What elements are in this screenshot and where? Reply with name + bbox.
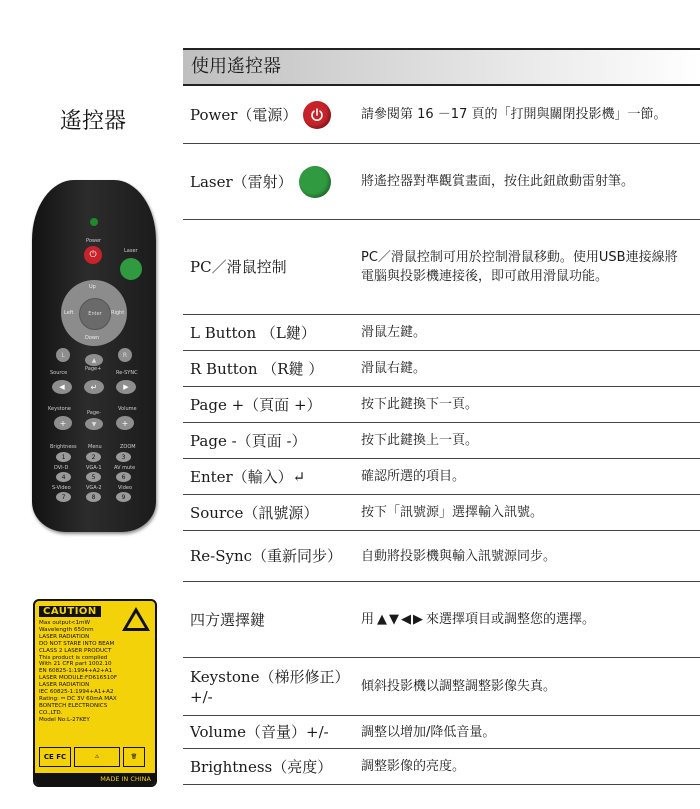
num-button-5: 5 <box>86 472 101 482</box>
row-key-cell <box>183 667 355 707</box>
num-button-1: 1 <box>56 452 71 462</box>
desc-prefix: 用 <box>361 612 375 627</box>
num-button-8: 8 <box>86 492 101 502</box>
row-description: 自動將投影機與輸入訊號源同步。 <box>361 548 557 564</box>
row-key: Volume（音量）+/- <box>190 723 329 741</box>
dpad-up-label: Up <box>89 284 96 290</box>
dvid-label: DVI-D <box>54 465 69 471</box>
row-description: 將遙控器對準觀賞畫面，按住此鈕啟動雷射筆。 <box>361 174 635 189</box>
dpad-enter: Enter <box>79 298 111 330</box>
page-plus-label: Page+ <box>85 366 102 372</box>
dpad-left-label: Left <box>64 310 74 316</box>
row-key-cell <box>183 101 355 129</box>
down-arrow-icon: ▼ <box>389 612 400 627</box>
dpad-down-label: Down <box>85 335 100 341</box>
row-key-cell <box>183 359 355 379</box>
video-label: Video <box>118 485 133 491</box>
table-row-source <box>183 495 700 531</box>
remote-power-button: ⏻ <box>84 246 102 264</box>
row-key: L Button （L鍵） <box>190 323 316 342</box>
brightness-label: Brightness <box>50 444 77 450</box>
remote-right-arrow: ▶ <box>116 380 136 394</box>
row-description: 按下此鍵換下一頁。 <box>361 397 479 412</box>
laser-caution-label <box>33 599 157 787</box>
row-key-cell <box>183 467 355 487</box>
row-description: 按下「訊號源」選擇輸入訊號。 <box>361 505 544 520</box>
row-key: Enter（輸入）↵ <box>190 467 306 486</box>
zoom-label: ZOOM <box>120 444 136 450</box>
volume-label: Volume <box>118 406 137 412</box>
made-in-label: MADE IN CHINA <box>35 773 155 785</box>
desc-suffix: 來選擇項目或調整您的選擇。 <box>426 612 596 627</box>
num-button-7: 7 <box>56 492 71 502</box>
svideo-label: S-Video <box>52 485 71 491</box>
row-description: 滑鼠左鍵。 <box>361 325 427 340</box>
table-row-volume <box>183 716 700 749</box>
power-label: Power <box>86 238 102 244</box>
row-key: Brightness（亮度） <box>190 757 333 776</box>
num-button-3: 3 <box>116 452 131 462</box>
page-minus-label: Page- <box>87 410 101 416</box>
table-row-brightness <box>183 749 700 785</box>
approval-icon: ⚠ <box>74 747 120 767</box>
remote-l-button: L <box>56 348 70 362</box>
num-button-2: 2 <box>86 452 101 462</box>
remote-control-image <box>32 180 156 532</box>
row-description: 按下此鍵換上一頁。 <box>361 433 479 448</box>
remote-r-button: R <box>118 348 132 362</box>
remote-laser-button <box>120 258 142 280</box>
row-description: 確認所選的項目。 <box>361 469 466 484</box>
table-row-l-button <box>183 315 700 351</box>
up-arrow-icon: ▲ <box>377 612 388 627</box>
caution-heading: CAUTION <box>39 606 101 617</box>
row-key-cell <box>183 610 355 630</box>
row-key-cell <box>183 323 355 343</box>
laser-button-icon <box>299 166 331 198</box>
row-key: Keystone（梯形修正）+/- <box>190 667 350 706</box>
menu-label: Menu <box>88 444 102 450</box>
recycle-bin-icon: 🗑 <box>123 747 145 767</box>
row-description: 請參閱第 16 －17 頁的「打開與關閉投影機」一節。 <box>361 107 667 122</box>
num-button-6: 6 <box>116 472 131 482</box>
row-description <box>355 610 700 629</box>
side-title: 遙控器 <box>60 109 127 134</box>
row-key-cell <box>183 503 355 523</box>
laser-label: Laser <box>124 248 138 254</box>
row-description: 滑鼠右鍵。 <box>361 361 427 376</box>
num-button-9: 9 <box>116 492 131 502</box>
indicator-led <box>90 218 98 226</box>
row-key-cell <box>183 257 355 277</box>
row-description: 調整以增加/降低音量。 <box>361 724 496 740</box>
table-row-power <box>183 86 700 144</box>
resync-label: Re-SYNC <box>116 370 138 376</box>
caution-text: Max output<1mW Wavelength 650nm LASER RADIATION DO NOT STARE INTO BEAM CLASS 2 LASER PRODUCT This product is complied With 21 CFR part 1002.10 EN 60825-1:1994+A2+A1 LASER MODULE:FD616510F LASER RADIATION IEC 60825-1:1994+A1+A2 Rating: ⎓ DC 3V 60mA MAX BONTECH ELECTRONICS CO.,LTD. Model No:L-27KEY <box>39 620 118 723</box>
certification-logos <box>39 746 151 768</box>
table-row-r-button <box>183 351 700 387</box>
row-key: Source（訊號源） <box>190 503 319 522</box>
remote-function-table <box>183 48 700 785</box>
row-key: Laser（雷射） <box>190 172 293 191</box>
row-key-cell <box>183 166 355 198</box>
keystone-label: Keystone <box>48 406 71 412</box>
row-key: Page -（頁面 -） <box>190 431 307 450</box>
remote-left-arrow: ◀ <box>52 380 72 394</box>
row-key-cell <box>183 757 355 777</box>
row-key-cell <box>183 431 355 451</box>
remote-volume-plus: + <box>116 416 134 430</box>
remote-keystone-plus: + <box>54 416 72 430</box>
row-description: 調整影像的亮度。 <box>361 759 466 774</box>
four-way-pad <box>61 280 127 346</box>
dpad-right-label: Right <box>111 310 125 316</box>
source-label: Source <box>50 370 68 376</box>
row-description: 傾斜投影機以調整調整影像失真。 <box>361 679 557 694</box>
table-row-page-plus <box>183 387 700 423</box>
num-button-4: 4 <box>56 472 71 482</box>
table-row-page-minus <box>183 423 700 459</box>
row-key: R Button （R鍵 ） <box>190 359 324 378</box>
table-row-four-way-keys <box>183 582 700 658</box>
table-row-laser <box>183 144 700 220</box>
remote-page-up: ▲ <box>85 354 103 366</box>
row-key: Power（電源） <box>190 105 298 124</box>
row-key-cell <box>183 722 355 742</box>
avmute-label: AV mute <box>114 465 136 471</box>
remote-enter-button: ↵ <box>84 380 104 394</box>
row-key-cell <box>183 395 355 415</box>
vga1-label: VGA-1 <box>86 465 102 471</box>
table-row-pc-mouse <box>183 220 700 315</box>
row-key: Page +（頁面 +） <box>190 395 322 414</box>
row-key-cell <box>183 546 355 566</box>
table-row-resync <box>183 531 700 582</box>
row-key: PC／滑鼠控制 <box>190 258 287 276</box>
remote-page-down: ▼ <box>85 418 103 430</box>
arrow-keys-icons <box>377 610 423 629</box>
row-key: 四方選擇鍵 <box>190 610 266 629</box>
ce-fc-logo: CE FC <box>39 747 71 767</box>
right-arrow-icon: ▶ <box>413 612 424 627</box>
vga2-label: VGA-2 <box>86 485 102 491</box>
row-key: Re-Sync（重新同步） <box>190 547 343 565</box>
table-row-keystone <box>183 658 700 716</box>
table-row-enter <box>183 459 700 495</box>
table-header: 使用遙控器 <box>183 48 700 86</box>
row-description: PC／滑鼠控制可用於控制滑鼠移動。使用USB連接線將電腦與投影機連接後，即可啟用滑鼠功能。 <box>361 250 678 284</box>
left-arrow-icon: ◀ <box>401 612 412 627</box>
power-icon <box>303 101 331 129</box>
